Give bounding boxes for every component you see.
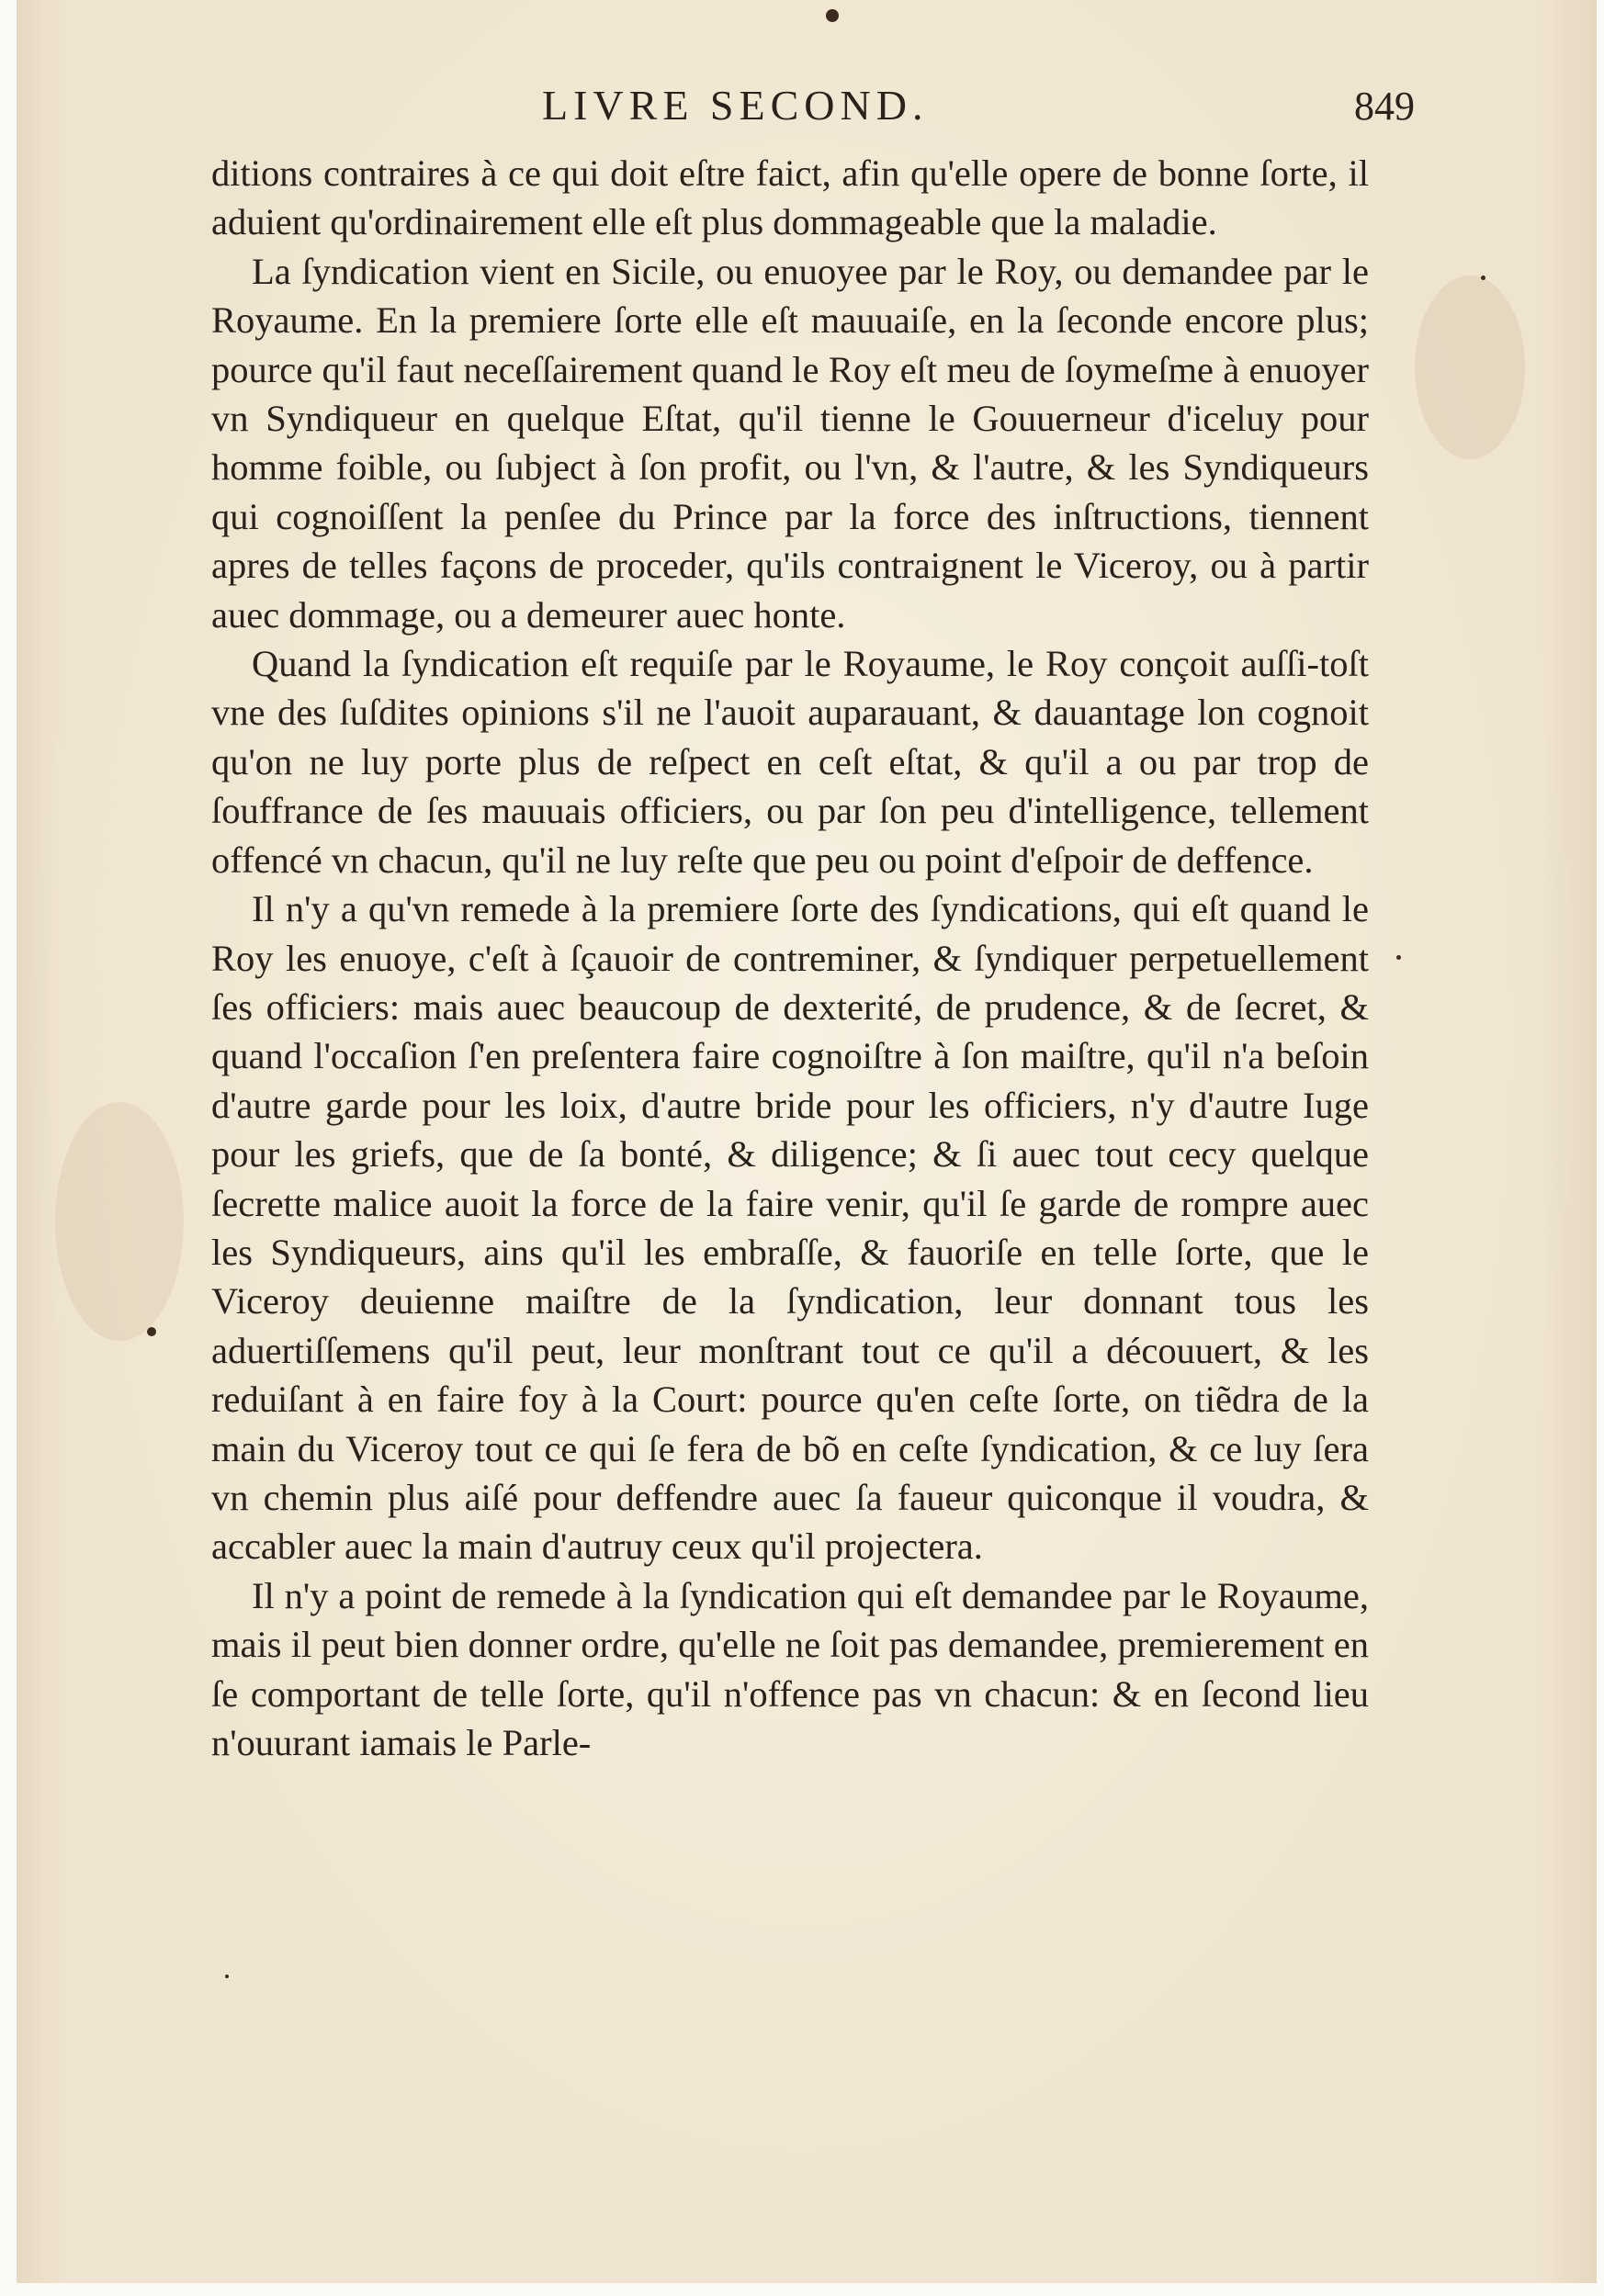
page-body: [211, 149, 1369, 1767]
ink-speck: [225, 1975, 229, 1978]
scan-margin-left: [0, 0, 17, 2296]
paper-stain: [55, 1102, 184, 1341]
ink-speck: [147, 1327, 156, 1336]
ink-speck: [1481, 276, 1485, 280]
page-number: 849: [1354, 84, 1415, 129]
running-head: LIVRE SECOND.: [542, 82, 929, 129]
ink-speck: [1396, 955, 1401, 960]
scan-margin-bottom: [0, 2283, 1604, 2296]
paragraph: ditions contraires à ce qui doit eſtre faict, afin qu'elle opere de bonne ſorte, il aduient qu'ordinairement elle eſt plus dommageable que la maladie.: [211, 152, 1369, 243]
paragraph: Il n'y a point de remede à la ſyndication qui eſt demandee par le Royaume, mais il peut bien donner ordre, qu'elle ne ſoit pas demandee, premierement en ſe comportant de telle ſorte, qu'il n'offence pas vn chacun: & en ſecond lieu n'ouurant iamais le Parle-: [211, 1574, 1369, 1763]
page-header: [211, 81, 1415, 136]
paragraph: La ſyndication vient en Sicile, ou enuoyee par le Roy, ou demandee par le Royaume. En la premiere ſorte elle eſt mauuaiſe, en la ſeconde encore plus; pource qu'il faut neceſſairement quand le Roy eſt meu de ſoymeſme à enuoyer vn Syndiqueur en quelque Eſtat, qu'il tienne le Gouuerneur d'iceluy pour homme foible, ou ſubject à ſon profit, ou l'vn, & l'autre, & les Syndiqueurs qui cognoiſſent la penſee du Prince par la force des inſtructions, tiennent apres de telles façons de proceder, qu'ils contraignent le Viceroy, ou à partir auec dommage, ou a demeurer auec honte.: [211, 250, 1369, 636]
paragraph: Il n'y a qu'vn remede à la premiere ſorte des ſyndications, qui eſt quand le Roy les enuoye, c'eſt à ſçauoir de contreminer, & ſyndiquer perpetuellement ſes officiers: mais auec beaucoup de dexterité, de prudence, & de ſecret, & quand l'occaſion ſ'en preſentera faire cognoiſtre à ſon maiſtre, qu'il n'a beſoin d'autre garde pour les loix, d'autre bride pour les officiers, n'y d'autre Iuge pour les griefs, que de ſa bonté, & diligence; & ſi auec tout cecy quelque ſecrette malice auoit la force de la faire venir, qu'il ſe garde de rompre auec les Syndiqueurs, ains qu'il les embraſſe, & fauoriſe en telle ſorte, que le Viceroy deuienne maiſtre de la ſyndication, leur donnant tous les aduertiſſemens qu'il peut, leur monſtrant tout ce qu'il a découuert, & les reduiſant à en faire foy à la Court: pource qu'en ceſte ſorte, on tiẽdra de la main du Viceroy tout ce qui ſe fera de bõ en ceſte ſyndication, & ce luy ſera vn chemin plus aiſé pour deffendre auec ſa faueur quiconque il voudra, & accabler auec la main d'autruy ceux qu'il projectera.: [211, 888, 1369, 1568]
scan-margin-right: [1597, 0, 1604, 2296]
ink-speck: [826, 9, 839, 22]
paragraph: Quand la ſyndication eſt requiſe par le Royaume, le Roy conçoit auſſi-toſt vne des ſuſdites opinions s'il ne l'auoit auparauant, & dauantage lon cognoit qu'on ne luy porte plus de reſpect en ceſt eſtat, & qu'il a ou par trop de ſouffrance de ſes mauuais officiers, ou par ſon peu d'intelligence, tellement offencé vn chacun, qu'il ne luy reſte que peu ou point d'eſpoir de deffence.: [211, 643, 1369, 881]
paper-stain: [1415, 276, 1525, 459]
